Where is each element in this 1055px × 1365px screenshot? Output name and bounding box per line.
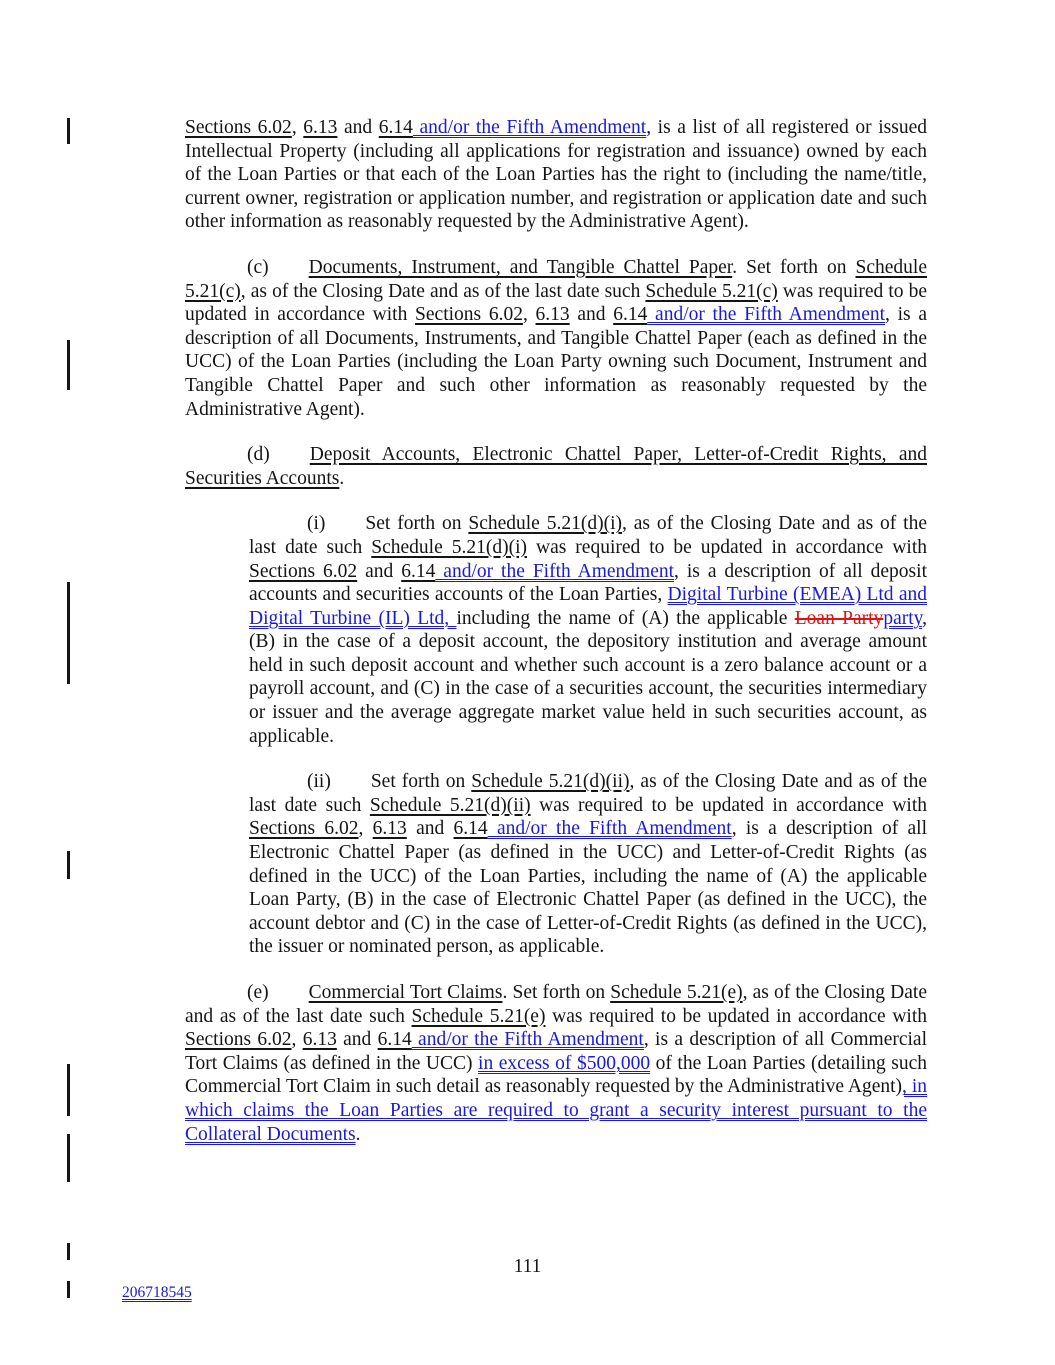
text-run: was required to be updated in accordance with [527, 536, 927, 558]
para-intellectual-property-continuation [185, 116, 927, 234]
underlined-text: Sections 6.02 [185, 117, 292, 138]
underlined-text: Deposit Accounts, Electronic Chattel Paper, Letter-of-Credit Rights, and Securities Accounts [185, 444, 927, 489]
text-run: (c) [247, 256, 269, 278]
text-run: was required to be updated in accordance with [545, 1005, 928, 1027]
underlined-text: 6.13 [535, 304, 570, 326]
text-run: , as of the Closing Date and as of the last date such [249, 513, 927, 558]
text-run: . [339, 467, 345, 489]
inserted-text: Digital Turbine (EMEA) Ltd and Digital Turbine (IL) Ltd, [249, 584, 927, 629]
change-bar [67, 851, 70, 879]
text-run: and [357, 560, 402, 582]
text-run: Set forth on [365, 513, 469, 535]
underlined-text: Schedule 5.21(e) [411, 1005, 546, 1027]
underlined-text: Schedule 5.21(c) [185, 256, 927, 302]
inserted-text: in excess of $500,000 [478, 1052, 651, 1074]
inserted-text: and/or the Fifth Amendment [412, 117, 647, 138]
underlined-text: 6.14 [378, 117, 413, 138]
underlined-text: 6.13 [372, 818, 407, 840]
text-run: , is a description of all Commercial Tort Claims (as defined in the UCC) [185, 1029, 928, 1074]
text-run: was required to be updated in accordance with [530, 794, 927, 816]
text-run: , is a description of all deposit accounts and securities accounts of the Loan Parties, [249, 560, 927, 606]
inserted-text: party [883, 607, 923, 629]
text-run: (ii) [307, 771, 331, 793]
para-c-documents-instrument-tangible-chattel-paper [185, 256, 927, 421]
text-run: , [291, 1029, 303, 1051]
change-bar [67, 118, 70, 144]
text-run: , is a list of all registered or issued Intellectual Property (including all applications for registration and issuance) owned by each of the Loan Parties or that each of the Loan Parties has the right to (including the name/title, current owner, registration or application number, and registration or application date and such other information as reasonably requested by the Administrative Agent). [185, 117, 927, 233]
underlined-text: Sections 6.02 [249, 560, 358, 582]
change-bar [67, 1134, 70, 1182]
underlined-text: Schedule 5.21(c) [645, 280, 778, 302]
text-run: . [355, 1123, 361, 1145]
change-bar [67, 340, 70, 390]
document-body [185, 116, 927, 1168]
text-run: and [406, 818, 454, 840]
underlined-text: Schedule 5.21(e) [610, 982, 743, 1003]
underlined-text: Sections 6.02 [415, 304, 523, 326]
text-run: , as of the Closing Date and as of the last date such [240, 280, 646, 302]
change-bar [67, 1281, 70, 1298]
underlined-text: 6.14 [613, 304, 648, 326]
para-d-deposit-accounts-heading [185, 443, 927, 490]
text-run: (e) [247, 982, 269, 1003]
text-run: and [569, 304, 614, 326]
text-run: and [336, 1029, 378, 1051]
deleted-text: Loan Party [794, 607, 884, 629]
text-run: (i) [307, 513, 326, 535]
text-run: . Set forth on [502, 982, 611, 1003]
underlined-text: Schedule 5.21(d)(ii) [369, 794, 531, 816]
inserted-text: and/or the Fifth Amendment [647, 304, 886, 326]
underlined-text: 6.13 [303, 117, 338, 138]
text-run: , (B) in the case of a deposit account, the depository institution and average amount held in such deposit account and whether such account is a zero balance account or a payroll account, and (C) in the case of a securities account, the securities intermediary or issuer and the average aggregate market value held in such securities account, as applicable. [249, 607, 927, 747]
underlined-text: Schedule 5.21(d)(i) [371, 536, 527, 558]
underlined-text: 6.14 [401, 560, 436, 582]
para-e-commercial-tort-claims [185, 981, 927, 1146]
underlined-text: Documents, Instrument, and Tangible Chattel Paper [308, 256, 733, 278]
text-run: , [358, 818, 373, 840]
change-bar [67, 582, 70, 684]
text-run: including the name of (A) the applicable [456, 607, 795, 629]
text-run: , is a description of all Electronic Chattel Paper (as defined in the UCC) and Letter-of-Credit Rights (as defined in the UCC) of the Loan Parties, including the name of (A) the applicable Loan Party, (B) in the case of Electronic Chattel Paper (as defined in the UCC), the account debtor and (C) in the case of Letter-of-Credit Rights (as defined in the UCC), the issuer or nominated person, as applicable. [249, 818, 928, 958]
text-run: , [522, 304, 536, 326]
text-run: Set forth on [370, 771, 472, 793]
text-run: was required to be updated in accordance with [185, 280, 927, 326]
para-d-i-deposit-securities-accounts [249, 512, 927, 748]
text-run: of the Loan Parties (detailing such Commercial Tort Claim in such detail as reasonably requested by the Administrative Agent) [185, 1052, 927, 1098]
text-run: and [337, 117, 379, 138]
underlined-text: 6.13 [302, 1029, 337, 1051]
text-run: , is a description of all Documents, Instruments, and Tangible Chattel Paper (each as defined in the UCC) of the Loan Parties (including the Loan Party owning such Document, Instrument and Tangible Chattel Paper and such other information as reasonably requested by the Administrative Agent). [185, 304, 927, 420]
text-run: , as of the Closing Date and as of the last date such [185, 982, 927, 1027]
underlined-text: Schedule 5.21(d)(i) [468, 513, 622, 535]
underlined-text: Schedule 5.21(d)(ii) [471, 771, 630, 793]
underlined-text: Sections 6.02 [185, 1029, 292, 1051]
para-d-ii-electronic-chattel-paper [249, 770, 927, 959]
inserted-text: and/or the Fifth Amendment [487, 818, 732, 840]
text-run: (d) [247, 444, 270, 466]
underlined-text: Commercial Tort Claims [308, 982, 503, 1003]
inserted-text: and/or the Fifth Amendment [435, 560, 675, 582]
underlined-text: 6.14 [453, 818, 488, 840]
text-run: . Set forth on [732, 256, 856, 278]
page-number: 111 [513, 1256, 542, 1277]
text-run: , as of the Closing Date and as of the last date such [249, 771, 928, 816]
text-run: , [291, 117, 304, 138]
underlined-text: Sections 6.02 [249, 818, 359, 840]
footer-doc-id: 206718545 [122, 1284, 192, 1301]
change-bar [67, 1064, 70, 1116]
inserted-text: , in which claims the Loan Parties are required to grant a security interest pursuant to the Collateral Documents [185, 1076, 928, 1145]
underlined-text: 6.14 [377, 1029, 412, 1051]
inserted-text: and/or the Fifth Amendment [411, 1029, 644, 1051]
